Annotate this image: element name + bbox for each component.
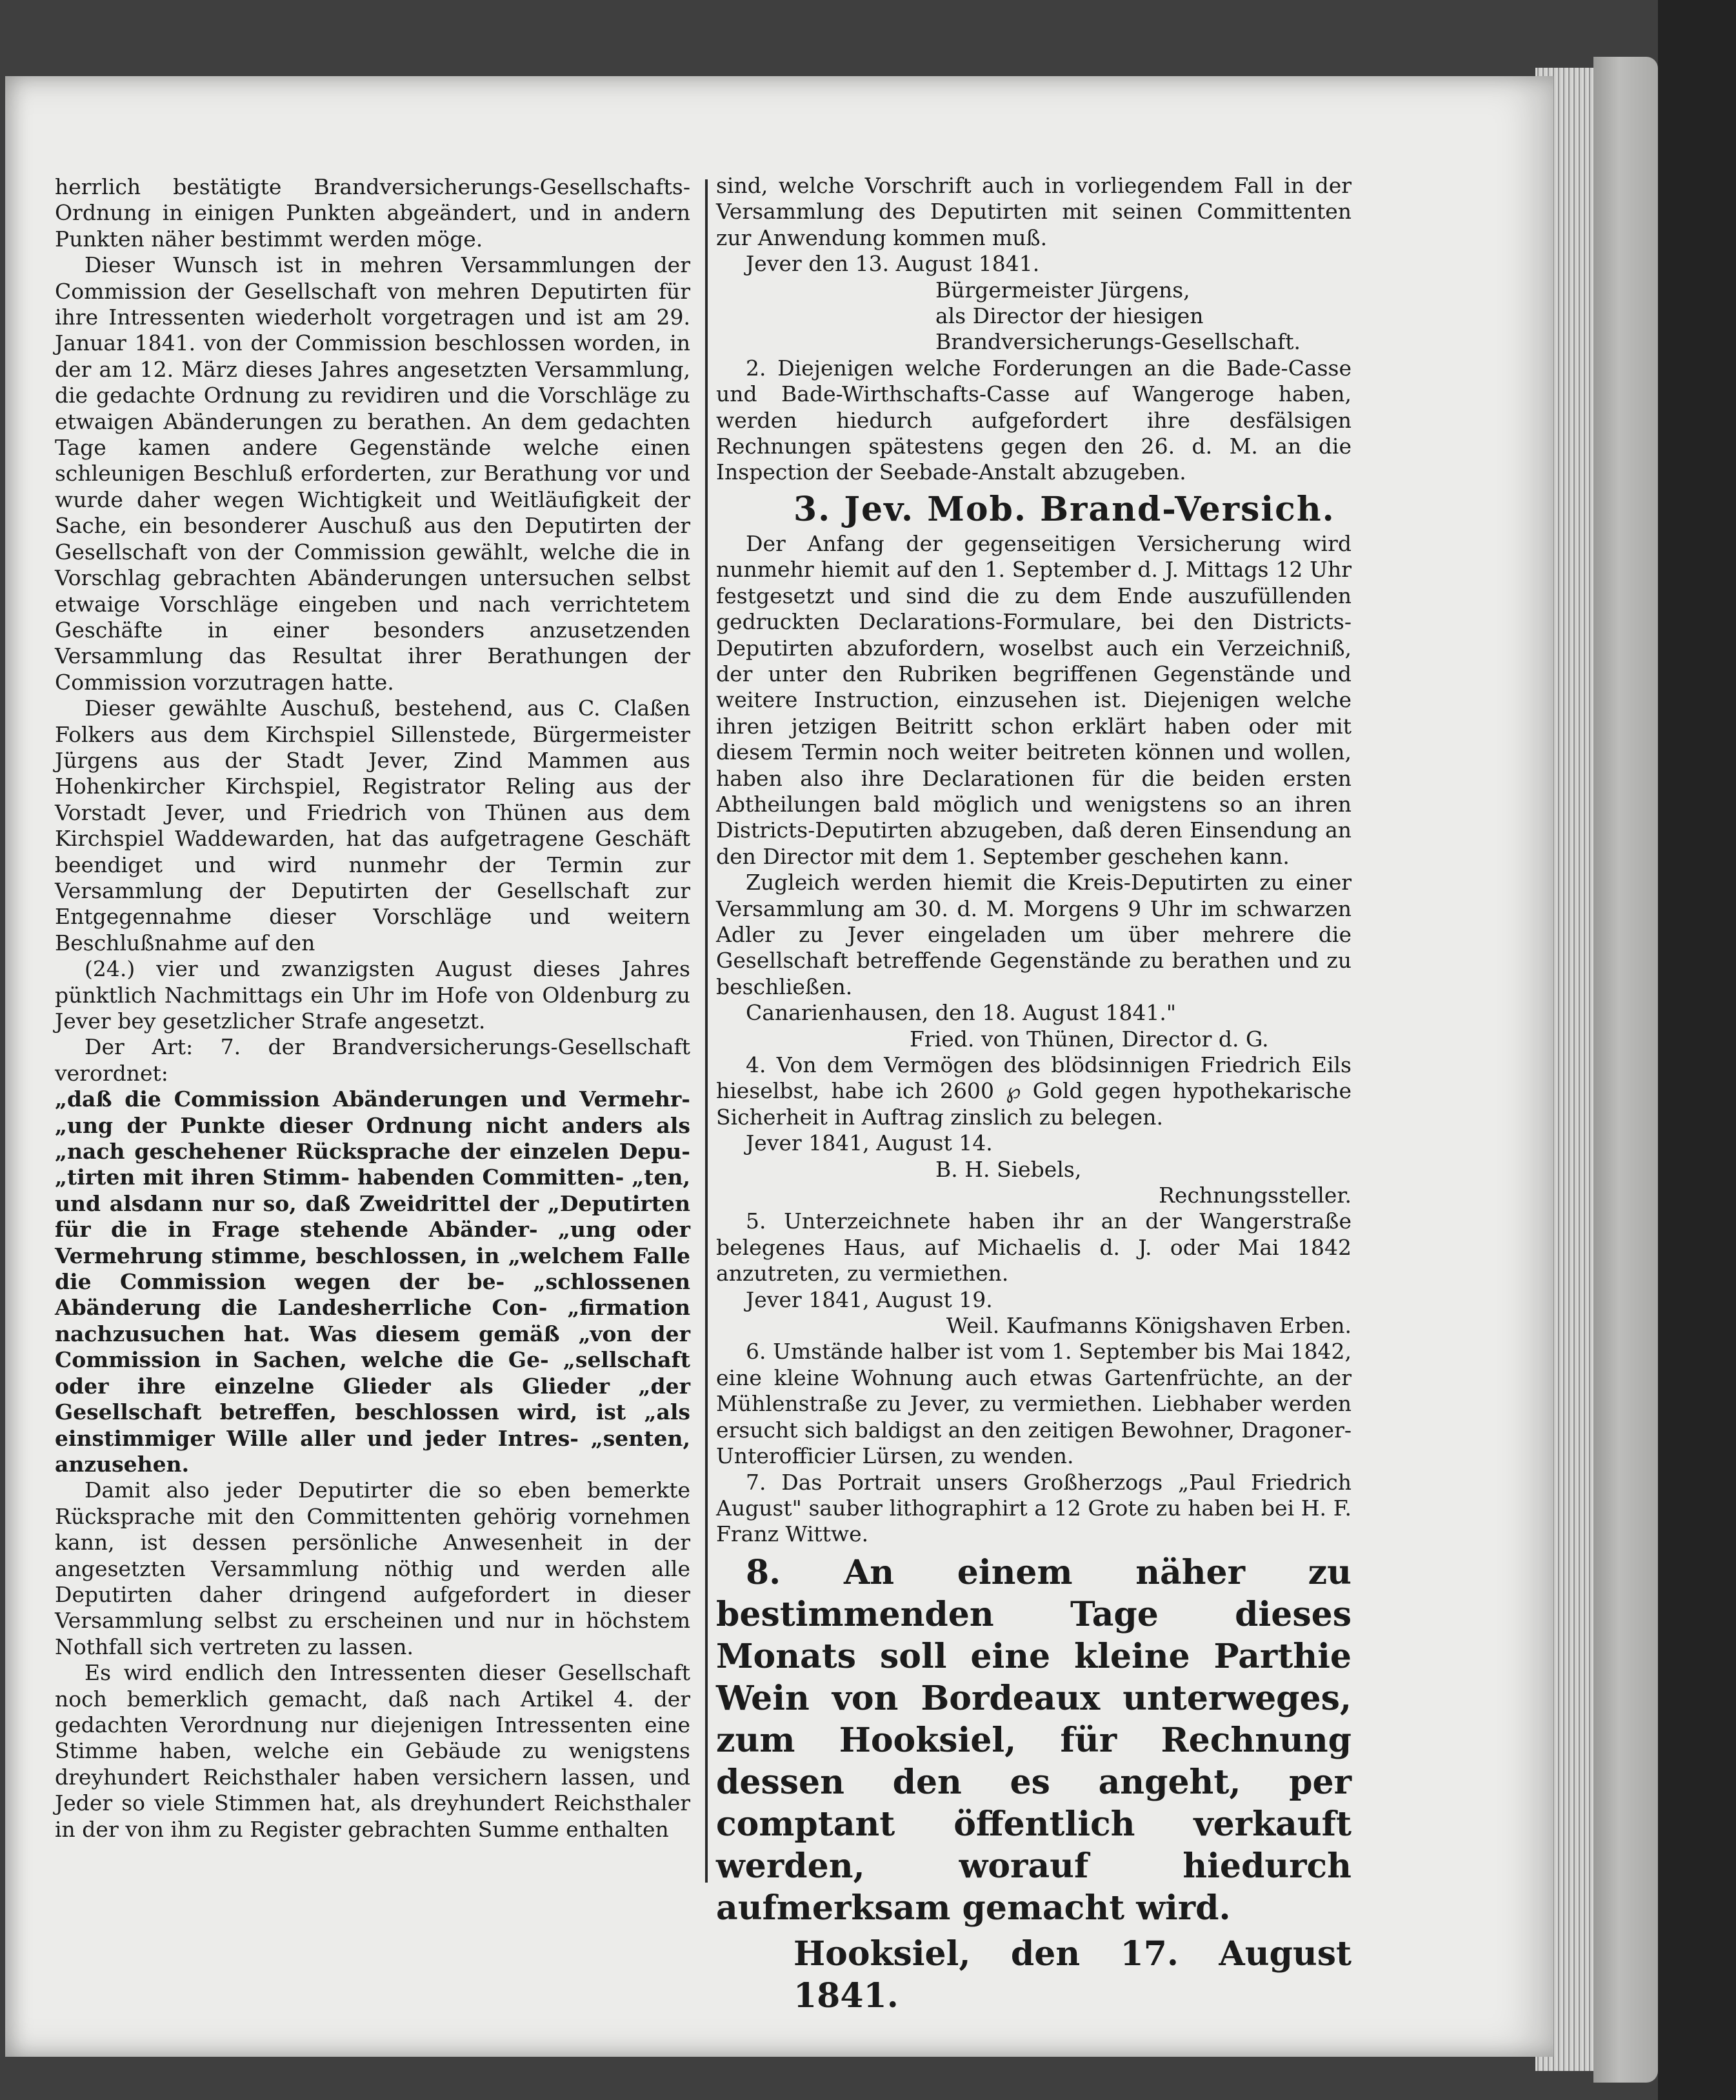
left-paragraph-2: Dieser Wunsch ist in mehren Versammlungen der Commission der Gesellschaft von mehren Deputirten für ihre Intressenten wiederholt vorgetragen und ist am 29. Januar 1841. von der Commission beschlossen worden, in der am 12. März dieses Jahres angesetzten Versammlung, die gedachte Ordnung zu revidiren und die Vorschläge zu etwaigen Abänderungen zu berathen. An dem gedachten Tage kamen andere Gegenstände welche einen schleunigen Beschluß erforderten, zur Berathung vor und wurde daher wegen Wichtigkeit und Weitläufigkeit der Sache, ein besonderer Auschuß aus den Deputirten der Gesellschaft von der Commission gewählt, welche die in Vorschlag gebrachten Abänderungen untersuchen selbst etwaige Vorschläge eingeben und nach verrichtetem Geschäfte in einer besonders anzusetzenden Versammlung das Resultat ihrer Berathungen der Commission vorzutragen hatte. <box>55 252 690 695</box>
right-column <box>716 173 1352 2017</box>
left-paragraph-4: (24.) vier und zwanzigsten August dieses Jahres pünktlich Nachmittags ein Uhr im Hofe von Oldenburg zu Jever bey gesetzlicher Strafe angesetzt. <box>55 956 690 1034</box>
notice-4: 4. Von dem Vermögen des blödsinnigen Friedrich Eils hieselbst, habe ich 2600 ℘ Gold gegen hypothekarische Sicherheit in Auftrag zinslich zu belegen. <box>716 1052 1352 1130</box>
left-paragraph-5: Der Art: 7. der Brandversicherungs-Gesellschaft verordnet: <box>55 1034 690 1086</box>
section-heading-3: 3. Jev. Mob. Brand-Versich. <box>793 489 1335 529</box>
signature-org-1: Brandversicherungs-Gesellschaft. <box>935 329 1301 355</box>
notice-date-1: Jever den 13. August 1841. <box>746 251 1040 277</box>
signature-title-4: Rechnungssteller. <box>1159 1183 1352 1208</box>
signature-5: Weil. Kaufmanns Königshaven Erben. <box>946 1313 1352 1339</box>
notice-date-5: Jever 1841, August 19. <box>746 1286 993 1312</box>
signature-title-1: als Director der hiesigen <box>935 303 1204 329</box>
article-quote: „daß die Commission Abänderungen und Vermehr- „ung der Punkte dieser Ordnung nicht anders als „nach geschehener Rücksprache der einzelen Depu- „tirten mit ihren Stimm- habenden Committen- „ten, und alsdann nur so, daß Zweidrittel der „Deputirten für die in Frage stehende Abänder- „ung oder Vermehrung stimme, beschlossen, in „welchem Falle die Commission wegen der be- „schlossenen Abänderung die Landesherrliche Con- „firmation nachzusuchen hat. Was diesem gemäß „von der Commission in Sachen, welche die Ge- „sellschaft oder ihre einzelne Glieder als Glieder „der Gesellschaft betreffen, beschlossen wird, ist „als einstimmiger Wille aller und jeder Intres- „senten, anzusehen. <box>55 1086 690 1477</box>
notice-3-text: Der Anfang der gegenseitigen Versicherung wird nunmehr hiemit auf den 1. September d. J. Mittags 12 Uhr festgesetzt und sind die zu dem Ende auszufüllenden gedruckten Declarations-Formulare, bei den Districts-Deputirten abzufordern, woselbst auch ein Verzeichniß, der unter den Rubriken begriffenen Gegenstände und weitere Instruction, einzusehen ist. Diejenigen welche ihren jetzigen Beitritt schon erklärt haben oder mit diesem Termin noch weiter beitreten können und wollen, haben also ihre Declarationen für die beiden ersten Abtheilungen bald möglich und wenigstens so an ihren Districts-Deputirten abzugeben, daß deren Einsendung an den Director mit dem 1. September geschehen kann. <box>716 530 1352 869</box>
left-paragraph-3: Dieser gewählte Auschuß, bestehend, aus C. Claßen Folkers aus dem Kirchspiel Sillenstede, Bürgermeister Jürgens aus der Stadt Jever, Zind Mammen aus Hohenkircher Kirchspiel, Registrator Reling aus der Vorstadt Jever, und Friedrich von Thünen aus dem Kirchspiel Waddewarden, hat das aufgetragene Geschäft beendiget und wird nunmehr der Termin zur Versammlung der Deputirten der Gesellschaft zur Entgegennahme dieser Vorschläge und weitern Beschlußnahme auf den <box>55 695 690 955</box>
notice-5: 5. Unterzeichnete haben ihr an der Wangerstraße belegenes Haus, auf Michaelis d. J. oder Mai 1842 anzutreten, zu vermiethen. <box>716 1208 1352 1286</box>
signature-name-4: B. H. Siebels, <box>935 1156 1082 1182</box>
notice-6: 6. Umstände halber ist vom 1. September bis Mai 1842, eine kleine Wohnung auch etwas Gartenfrüchte, an der Mühlenstraße zu Jever, zu vermiethen. Liebhaber werden ersucht sich baldigst an den zeitigen Bewohner, Dragoner-Unterofficier Lürsen, zu wenden. <box>716 1339 1352 1469</box>
notice-2: 2. Diejenigen welche Forderungen an die Bade-Casse und Bade-Wirthschafts-Casse auf Wangeroge haben, werden hiedurch aufgefordert ihre desfälsigen Rechnungen spätestens gegen den 26. d. M. an die Inspection der Seebade-Anstalt abzugeben. <box>716 355 1352 485</box>
notice-8: 8. An einem näher zu bestimmenden Tage dieses Monats soll eine kleine Parthie Wein von Bordeaux unterweges, zum Hooksiel, für Rechnung dessen den es angeht, per comptant öffentlich verkauft werden, worauf hiedurch aufmerksam gemacht wird. <box>716 1552 1352 1928</box>
signature-name-1: Bürgermeister Jürgens, <box>935 277 1190 303</box>
left-paragraph-8: Es wird endlich den Intressenten dieser Gesellschaft noch bemerklich gemacht, daß nach Artikel 4. der gedachten Verordnung nur diejenigen Intressenten eine Stimme haben, welche ein Gebäude zu wenigstens dreyhundert Reichsthaler haben versichern lassen, und Jeder so viele Stimmen hat, als dreyhundert Reichsthaler in der von ihm zu Register gebrachten Summe enthalten <box>55 1660 690 1842</box>
left-paragraph-1: herrlich bestätigte Brandversicherungs-Gesellschafts-Ordnung in einigen Punkten abgeändert, und in andern Punkten näher bestimmt werden möge. <box>55 174 690 252</box>
right-paragraph-1: sind, welche Vorschrift auch in vorliegendem Fall in der Versammlung des Deputirten mit seinen Committenten zur Anwendung kommen muß. <box>716 173 1352 250</box>
notice-7: 7. Das Portrait unsers Großherzogs „Paul Friedrich August" sauber lithographirt a 12 Grote zu haben bei H. F. Franz Wittwe. <box>716 1469 1352 1547</box>
notice-date-4: Jever 1841, August 14. <box>746 1130 993 1156</box>
signature-3: Fried. von Thünen, Director d. G. <box>910 1026 1269 1052</box>
notice-date-3: Canarienhausen, den 18. August 1841." <box>746 1000 1177 1026</box>
notice-3-invitation: Zugleich werden hiemit die Kreis-Deputirten zu einer Versammlung am 30. d. M. Morgens 9 Uhr im schwarzen Adler zu Jever eingeladen um über mehrere die Gesellschaft betreffende Gegenstände zu berathen und zu beschließen. <box>716 870 1352 999</box>
book-cover-edge <box>1593 57 1658 2083</box>
left-column <box>55 174 690 1843</box>
column-divider <box>705 179 708 1883</box>
background-shadow <box>1658 0 1736 2100</box>
left-paragraph-7: Damit also jeder Deputirter die so eben bemerkte Rücksprache mit den Committenten gehörig vornehmen kann, ist dessen persönliche Anwesenheit in der angesetzten Versammlung nöthig und werden alle Deputirten daher dringend aufgefordert in dieser Versammlung selbst zu erscheinen und nur in höchstem Nothfall sich vertreten zu lassen. <box>55 1477 690 1659</box>
notice-date-8: Hooksiel, den 17. August 1841. <box>793 1934 1352 2015</box>
